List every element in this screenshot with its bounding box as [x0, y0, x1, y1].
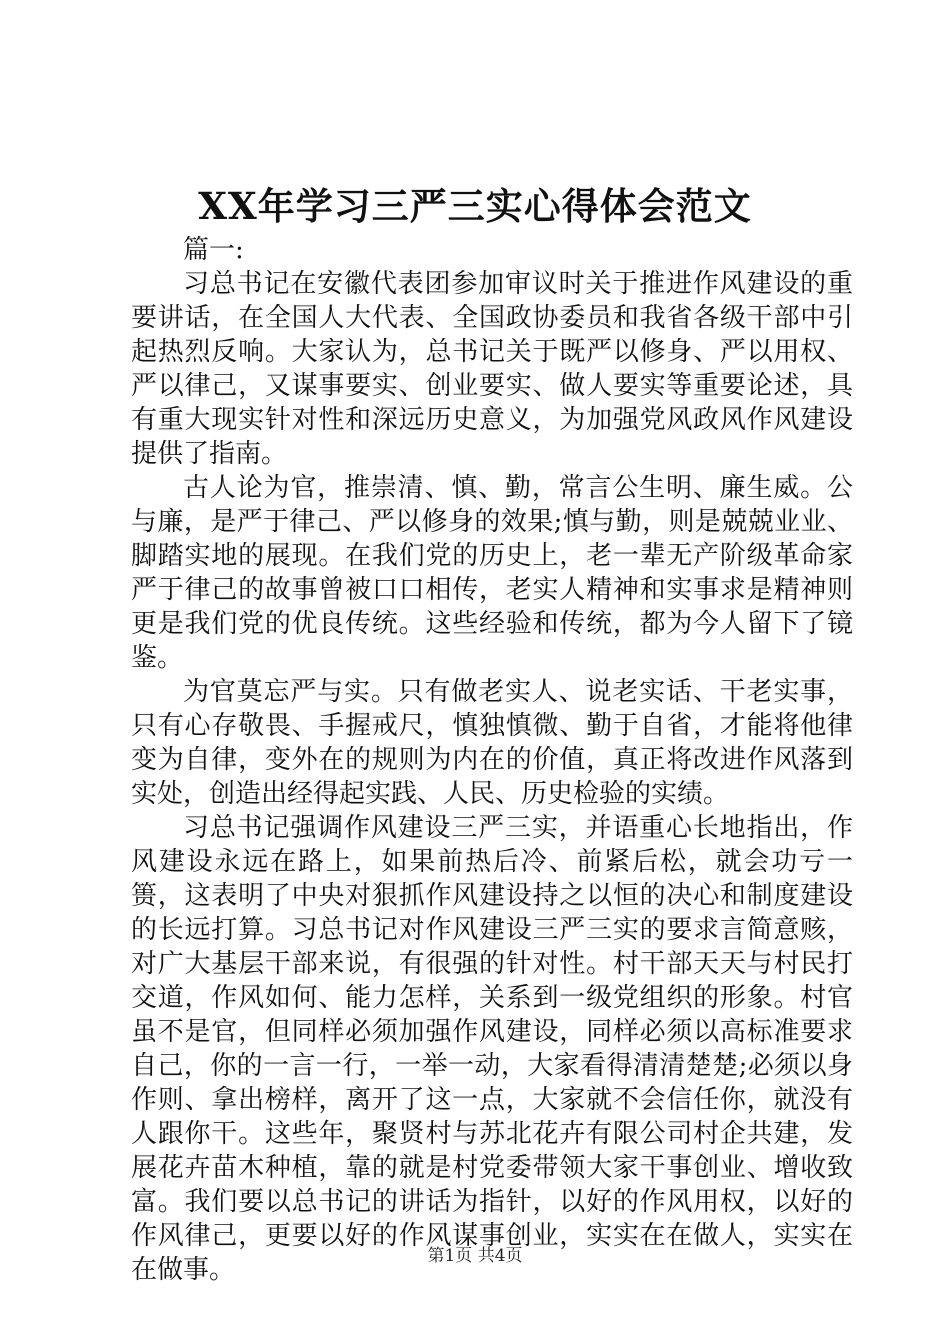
- body-paragraph-3: 为官莫忘严与实。只有做老实人、说老实话、干老实事，只有心存敬畏、手握戒尺，慎独慎微、勤于自省，才能将他律变为自律，变外在的规则为内在的价值，真正将改进作风落到实处，创造出经得起实践、人民、历史检验的实绩。: [131, 677, 853, 809]
- body-paragraph-2: 古人论为官，推崇清、慎、勤，常言公生明、廉生威。公与廉，是严于律己、严以修身的效果;慎与勤，则是兢兢业业、脚踏实地的展现。在我们党的历史上，老一辈无产阶级革命家严于律己的故事曾被口口相传，老实人精神和实事求是精神则更是我们党的优良传统。这些经验和传统，都为今人留下了镜鉴。: [131, 473, 853, 673]
- body-paragraph-1: 习总书记在安徽代表团参加审议时关于推进作风建设的重要讲话，在全国人大代表、全国政协委员和我省各级干部中引起热烈反响。大家认为，总书记关于既严以修身、严以用权、严以律己，又谋事要实、创业要实、做人要实等重要论述，具有重大现实针对性和深远历史意义，为加强党风政风作风建设提供了指南。: [131, 269, 853, 469]
- document-body: [131, 233, 853, 1287]
- body-paragraph-4: 习总书记强调作风建设三严三实，并语重心长地指出，作风建设永远在路上，如果前热后冷、前紧后松，就会功亏一篑，这表明了中央对狠抓作风建设持之以恒的决心和制度建设的长远打算。习总书记对作风建设三严三实的要求言简意赅，对广大基层干部来说，有很强的针对性。村干部天天与村民打交道，作风如何、能力怎样，关系到一级党组织的形象。村官虽不是官，但同样必须加强作风建设，同样必须以高标准要求自己，你的一言一行，一举一动，大家看得清清楚楚;必须以身作则、拿出榜样，离开了这一点，大家就不会信任你，就没有人跟你干。这些年，聚贤村与苏北花卉有限公司村企共建，发展花卉苗木种植，靠的就是村党委带领大家干事创业、增收致富。我们要以总书记的讲话为指针，以好的作风用权，以好的作风律己，更要以好的作风谋事创业，实实在在做人，实实在在做事。: [131, 813, 853, 1285]
- page-number-footer: 第1页 共4页: [427, 1246, 523, 1266]
- section-label: 篇一:: [183, 235, 244, 265]
- document-title: XX年学习三严三实心得体会范文: [198, 184, 752, 228]
